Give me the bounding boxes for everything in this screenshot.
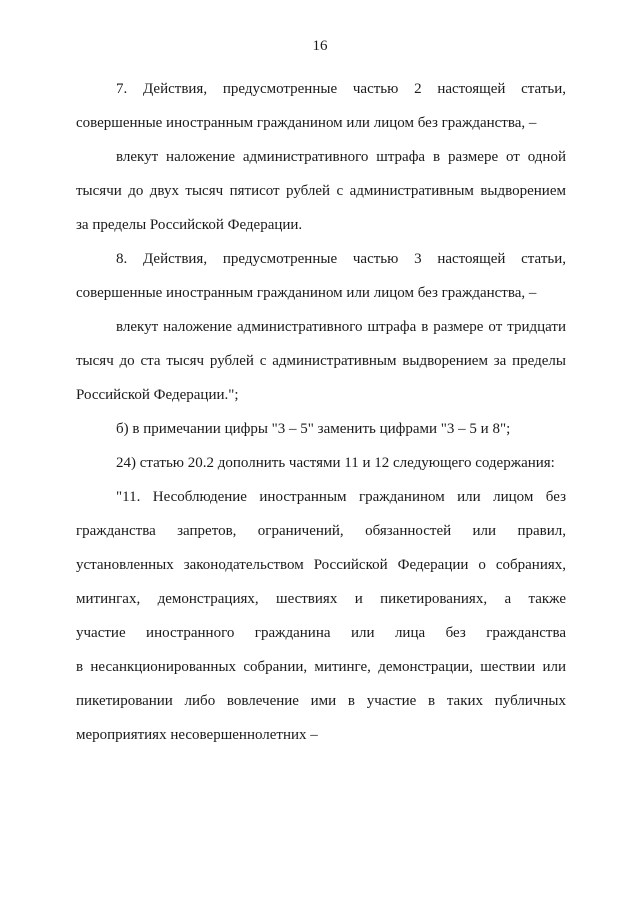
paragraph-item-8 [76,242,566,310]
text-line: в несанкционированных собрании, митинге, демонстрации, шествии или [76,659,566,675]
text-line: 7. Действия, предусмотренные частью 2 настоящей статьи, [116,81,566,97]
text-line: совершенные иностранным гражданином или лицом без гражданства, – [76,115,537,131]
paragraph-penalty-7 [76,140,566,242]
text-line: тысячи до двух тысяч пятисот рублей с административным выдворением [76,183,566,199]
text-line: Российской Федерации."; [76,387,239,403]
paragraph-part-11 [76,480,566,752]
text-line: митингах, демонстрациях, шествиях и пикетированиях, а также [76,591,566,607]
paragraph-article-20-2 [76,446,566,480]
text-line: "11. Несоблюдение иностранным гражданином или лицом без [116,489,566,505]
document-body [76,72,566,752]
text-line: влекут наложение административного штрафа в размере от тридцати [116,319,566,335]
paragraph-item-7 [76,72,566,140]
page-number: 16 [312,38,328,54]
paragraph-penalty-8 [76,310,566,412]
text-line: пикетировании либо вовлечение ими в участие в таких публичных [76,693,566,709]
text-line: 8. Действия, предусмотренные частью 3 настоящей статьи, [116,251,566,267]
text-line: гражданства запретов, ограничений, обязанностей или правил, [76,523,566,539]
text-line: б) в примечании цифры "3 – 5" заменить цифрами "3 – 5 и 8"; [116,421,511,437]
text-line: мероприятиях несовершеннолетних – [76,727,318,743]
text-line: тысяч до ста тысяч рублей с административным выдворением за пределы [76,353,566,369]
text-line: совершенные иностранным гражданином или лицом без гражданства, – [76,285,537,301]
text-line: участие иностранного гражданина или лица без гражданства [76,625,566,641]
text-line: установленных законодательством Российской Федерации о собраниях, [76,557,566,573]
paragraph-note-amendment [76,412,566,446]
text-line: 24) статью 20.2 дополнить частями 11 и 12 следующего содержания: [116,455,555,471]
text-line: влекут наложение административного штрафа в размере от одной [116,149,566,165]
text-line: за пределы Российской Федерации. [76,217,303,233]
